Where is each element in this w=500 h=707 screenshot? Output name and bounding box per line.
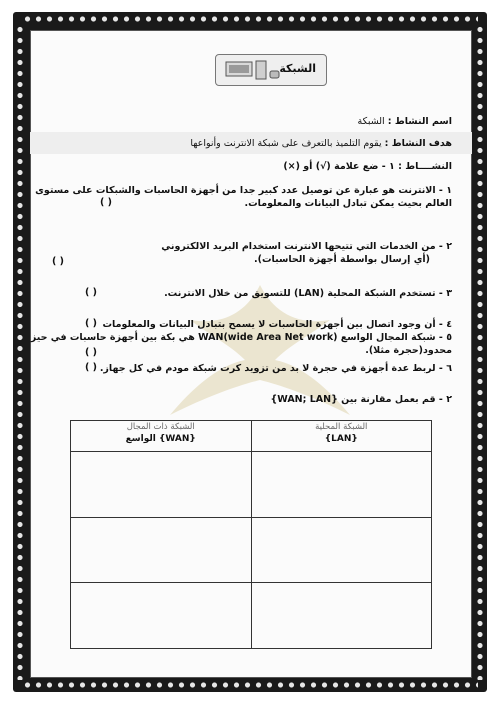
border-dots-right [475, 24, 485, 680]
statement-5-line-1: ٥ - شبكة المجال الواسع WAN(wide Area Net work) هي بكة بين أجهزة حاسبات في حيز [30, 332, 452, 343]
border-dots-top [22, 14, 478, 24]
wan-cell[interactable] [71, 517, 252, 583]
activity-row [283, 160, 452, 173]
statement-2-line-2: (أي إرسال بواسطة أجهزة الحاسبات). [254, 254, 430, 265]
lan-cell[interactable] [251, 517, 432, 583]
table-row [71, 452, 432, 518]
activity-instruction: ١ - ضع علامة (√) أو (×) [283, 161, 395, 172]
table-header-row [71, 421, 432, 452]
computer-icon [224, 60, 282, 80]
statement-1-line-2: العالم بحيث يمكن تبادل البيانات والمعلومات. [244, 198, 452, 209]
wan-header-sub: الشبكة ذات المجال [126, 422, 195, 432]
activity-goal-value: يقوم التلميذ بالتعرف على شبكة الانترنت وأنواعها [190, 138, 382, 149]
statement-4: ٤ - أن وجود اتصال بين أجهزة الحاسبات لا يسمح بتبادل البيانات والمعلومات [102, 319, 452, 330]
answer-slot-5[interactable]: ( ) [85, 347, 97, 358]
lan-cell[interactable] [251, 452, 432, 518]
border-dots-bottom [22, 680, 478, 690]
activity-name-row [357, 115, 452, 128]
header-lan [251, 421, 432, 452]
header-wan [71, 421, 252, 452]
border-dots-left [15, 24, 25, 680]
wan-cell[interactable] [71, 452, 252, 518]
wan-cell[interactable] [71, 583, 252, 649]
answer-slot-2[interactable]: ( ) [52, 256, 64, 267]
lan-cell[interactable] [251, 583, 432, 649]
wan-header-main: الواسع {WAN} [125, 434, 196, 444]
activity-goal-label: هدف النشاط : [384, 138, 452, 149]
title-box [215, 54, 327, 86]
activity-name-label: اسم النشاط : [387, 116, 452, 127]
compare-instruction: ٢ - قم بعمل مقارنة بين {WAN; LAN} [270, 394, 452, 405]
table-row [71, 583, 432, 649]
activity-label: النشــــاط : [398, 161, 452, 172]
statement-2-line-1: ٢ - من الخدمات التي تتيحها الانترنت استخدام البريد الالكتروني [161, 241, 452, 252]
statement-6: ٦ - لربط عدة أجهزة في حجرة لا بد من تزويد كرت شبكة مودم في كل جهاز. [99, 363, 452, 374]
answer-slot-3[interactable]: ( ) [85, 287, 97, 298]
page-title: الشبكة [279, 62, 316, 75]
answer-slot-6[interactable]: ( ) [85, 362, 97, 373]
table-row [71, 517, 432, 583]
answer-slot-1[interactable]: ( ) [100, 197, 112, 208]
activity-goal-row [190, 137, 452, 150]
answer-slot-4[interactable]: ( ) [85, 318, 97, 329]
activity-name-value: الشبكة [357, 116, 385, 127]
statement-1-line-1: ١ - الانترنت هو عبارة عن توصيل عدد كبير جدا من أجهزة الحاسبات والشبكات على مستوى [35, 185, 452, 196]
comparison-table [70, 420, 432, 649]
lan-header-main: {LAN} [324, 434, 358, 444]
statement-5-line-2: محدود(حجرة مثلا). [365, 345, 452, 356]
lan-header-sub: الشبكة المحلية [315, 422, 368, 432]
statement-3: ٣ - تستخدم الشبكة المحلية (LAN) للتسويق من خلال الانترنت. [164, 288, 452, 299]
